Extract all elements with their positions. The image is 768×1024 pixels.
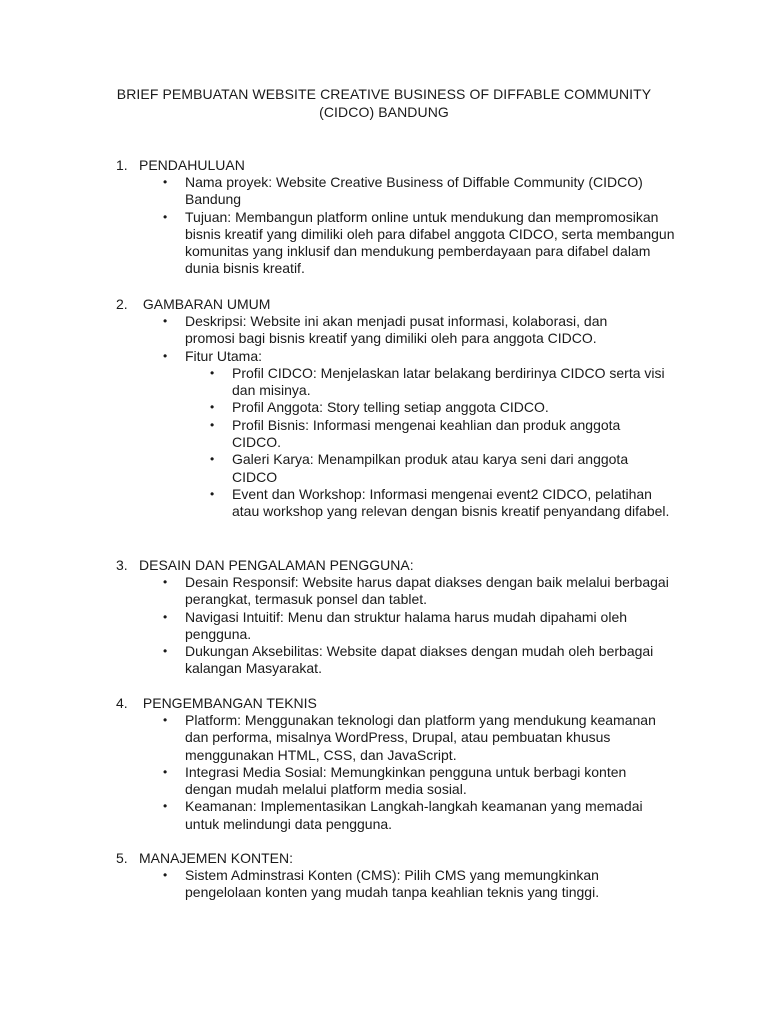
bullet-icon: • (163, 609, 168, 624)
bullet-icon: • (163, 314, 168, 328)
sub-list-item (210, 485, 672, 521)
bullet-icon: • (163, 209, 168, 224)
bullet-icon: • (210, 365, 215, 380)
bullet-icon: • (163, 348, 168, 363)
section-number: 3. (116, 557, 128, 573)
list-item (163, 712, 675, 764)
section-heading (116, 557, 414, 574)
sub-list-item (210, 399, 672, 416)
list-item-text: Sistem Adminstrasi Konten (CMS): Pilih CMS yang memungkinkan pengelolaan konten yang mudah tanpa keahlian teknis yang tinggi. (185, 867, 600, 901)
list-item-text: Dukungan Aksebilitas: Website dapat diakses dengan mudah oleh berbagai kalangan Masyarakat. (185, 643, 654, 677)
list-item (163, 608, 670, 644)
bullet-icon: • (163, 175, 168, 189)
bullet-icon: • (163, 868, 168, 882)
sub-list-item (210, 416, 672, 452)
sub-list-item-text: Profil CIDCO: Menjelaskan latar belakang berdirinya CIDCO serta visi dan misinya. (232, 364, 665, 399)
sub-list-item-text: Galeri Karya: Menampilkan produk atau karya seni dari anggota CIDCO (232, 451, 629, 485)
section-title: GAMBARAN UMUM (139, 296, 271, 312)
section-number: 1. (116, 157, 128, 173)
list-item-text: Fitur Utama: (185, 347, 263, 364)
section-heading (116, 695, 317, 712)
section-number: 5. (116, 850, 128, 866)
section-heading (116, 850, 293, 867)
list-item (163, 347, 655, 365)
sub-list-item (210, 364, 672, 400)
list-item-text: Navigasi Intuitif: Menu dan struktur halama harus mudah dipahami oleh pengguna. (185, 608, 628, 642)
bullet-icon: • (163, 799, 168, 814)
bullet-icon: • (163, 713, 168, 727)
list-item (163, 798, 675, 833)
list-item-text: Deskripsi: Website ini akan menjadi pusat informasi, kolaborasi, dan promosi bagi bisnis kreatif yang dimiliki oleh para anggota CIDCO. (185, 313, 608, 347)
list-item-text: Platform: Menggunakan teknologi dan platform yang mendukung keamanan dan performa, misalnya WordPress, Drupal, atau pembuatan khusus menggunakan HTML, CSS, dan JavaScript. (185, 712, 656, 763)
list-item-text: Integrasi Media Sosial: Memungkinkan pengguna untuk berbagi konten dengan mudah melalui platform media sosial. (185, 763, 627, 798)
sub-list-item-text: Event dan Workshop: Informasi mengenai event2 CIDCO, pelatihan atau workshop yang relevan dengan bisnis kreatif penyandang difabel. (232, 485, 670, 520)
section-number: 4. (116, 695, 128, 711)
document-title: BRIEF PEMBUATAN WEBSITE CREATIVE BUSINESS OF DIFFABLE COMMUNITY (CIDCO) BANDUNG (116, 86, 652, 120)
bullet-icon: • (163, 575, 168, 589)
sub-list-item (210, 451, 672, 486)
list-item (163, 763, 675, 799)
list-item (163, 643, 670, 678)
list-item (163, 574, 670, 609)
list-item-text: Tujuan: Membangun platform online untuk mendukung dan mempromosikan bisnis kreatif yang dimiliki oleh para difabel anggota CIDCO, serta membangun komunitas yang inklusif dan mendukung pemberdayaan para difabel dalam dunia bisnis kreatif. (185, 208, 675, 277)
bullet-icon: • (210, 486, 215, 501)
bullet-list (163, 313, 670, 521)
bullet-list (163, 174, 680, 278)
list-item (163, 313, 655, 348)
bullet-icon: • (210, 452, 215, 467)
bullet-list (163, 712, 675, 833)
list-item-text: Nama proyek: Website Creative Business of Diffable Community (CIDCO) Bandung (185, 174, 643, 208)
section-number: 2. (116, 296, 128, 312)
sub-list-item-text: Profil Bisnis: Informasi mengenai keahlian dan produk anggota CIDCO. (232, 416, 621, 451)
section-heading (116, 157, 245, 174)
bullet-icon: • (210, 417, 215, 432)
sub-list-item-text: Profil Anggota: Story telling setiap anggota CIDCO. (232, 399, 549, 416)
bullet-icon: • (163, 764, 168, 779)
bullet-icon: • (210, 400, 215, 415)
section-title: PENDAHULUAN (139, 157, 245, 173)
list-item-text: Desain Responsif: Website harus dapat diakses dengan baik melalui berbagai perangkat, termasuk ponsel dan tablet. (185, 574, 669, 608)
section-heading (116, 296, 270, 313)
sub-bullet-list (210, 364, 672, 521)
bullet-icon: • (163, 644, 168, 659)
section-title: PENGEMBANGAN TEKNIS (139, 695, 317, 711)
list-item (163, 208, 680, 278)
bullet-list (163, 867, 655, 902)
list-item-text: Keamanan: Implementasikan Langkah-langkah keamanan yang memadai untuk melindungi data pengguna. (185, 798, 643, 832)
list-item (163, 867, 655, 902)
list-item (163, 174, 680, 209)
section-title: MANAJEMEN KONTEN: (139, 850, 294, 866)
bullet-list (163, 574, 670, 678)
section-title: DESAIN DAN PENGALAMAN PENGGUNA: (139, 557, 414, 573)
